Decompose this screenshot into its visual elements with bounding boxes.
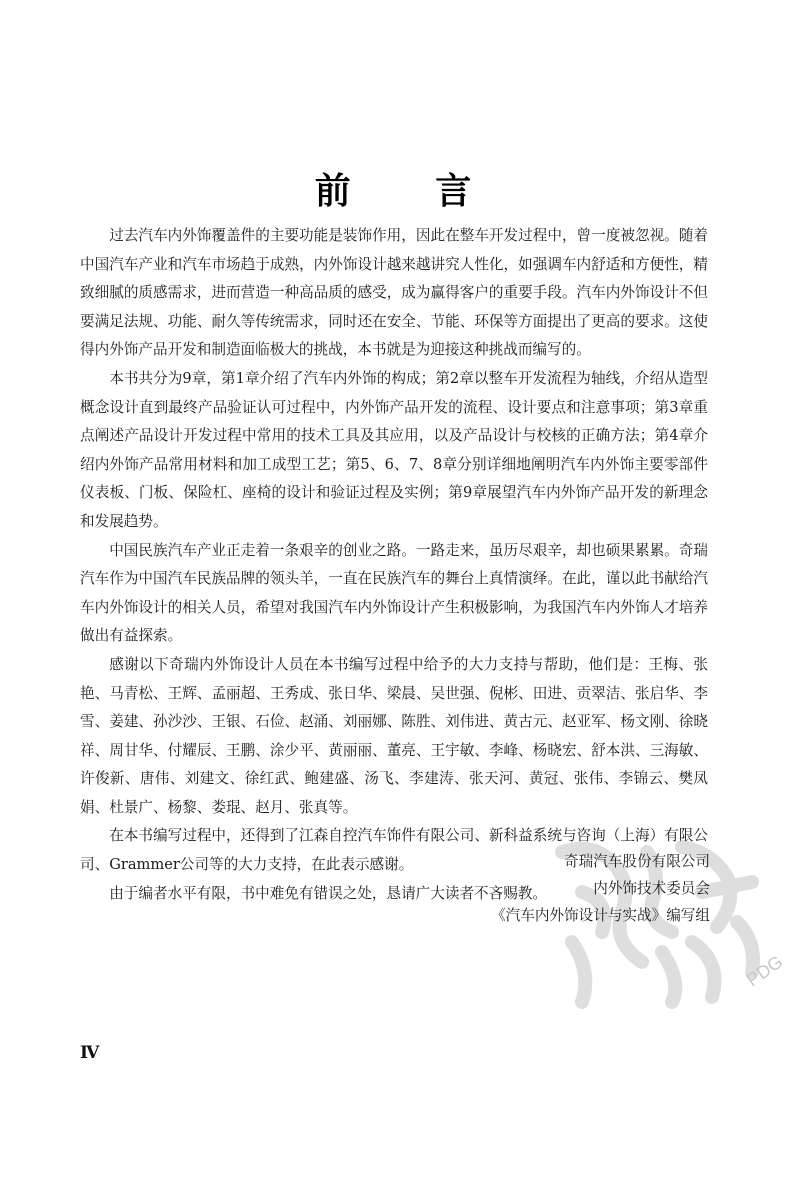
preface-body <box>80 222 708 908</box>
paragraph-6: 由于编者水平有限，书中难免有错误之处，恳请广大读者不吝赐教。 <box>109 884 548 902</box>
paragraph-5: 在本书编写过程中，还得到了江森自控汽车饰件有限公司、新科益系统与咨询（上海）有限公司、Grammer公司等的大力支持，在此表示感谢。 <box>80 827 708 874</box>
watermark-stamp-text: PDG <box>742 951 786 991</box>
signature-block <box>491 848 710 929</box>
signature-line-committee: 内外饰技术委员会 <box>593 880 710 897</box>
paragraph-4: 感谢以下奇瑞内外饰设计人员在本书编写过程中给予的大力支持与帮助，他们是：王梅、张艳、马青松、王辉、孟丽超、王秀成、张日华、梁晨、吴世强、倪彬、田进、贡翠洁、张启华、李雪、姜建、孙沙沙、王银、石俭、赵涌、刘丽娜、陈胜、刘伟进、黄古元、赵亚军、杨文刚、徐晓祥、周甘华、付耀辰、王鹏、涂少平、黄丽丽、董亮、王宇敏、李峰、杨晓宏、舒本洪、三海敏、许俊新、唐伟、刘建文、徐红武、鲍建盛、汤飞、李建涛、张天河、黄冠、张伟、李锦云、樊凤娟、杜景广、杨黎、娄琨、赵月、张真等。 <box>80 655 708 816</box>
page-title: 前 言 <box>314 171 508 213</box>
paragraph-2: 本书共分为9章，第1章介绍了汽车内外饰的构成；第2章以整车开发流程为轴线，介绍从造型概念设计直到最终产品验证认可过程中，内外饰产品开发的流程、设计要点和注意事项；第3章重点阐述产品设计开发过程中常用的技术工具及其应用，以及产品设计与校核的正确方法；第4章介绍内外饰产品常用材料和加工成型工艺；第5、6、7、8章分别详细地阐明汽车内外饰主要零部件仪表板、门板、保险杠、座椅的设计和验证过程及实例；第9章展望汽车内外饰产品开发的新理念和发展趋势。 <box>80 369 708 530</box>
signature-line-company: 奇瑞汽车股份有限公司 <box>564 853 710 870</box>
paragraph-3: 中国民族汽车产业正走着一条艰辛的创业之路。一路走来，虽历尽艰辛，却也硕果累累。奇瑞汽车作为中国汽车民族品牌的领头羊，一直在民族汽车的舞台上真情演绎。在此，谨以此书献给汽车内外饰设计的相关人员，希望对我国汽车内外饰设计产生积极影响，为我国汽车内外饰人才培养做出有益探索。 <box>80 541 708 645</box>
page-number: Ⅳ <box>80 1043 100 1062</box>
paragraph-1: 过去汽车内外饰覆盖件的主要功能是装饰作用，因此在整车开发过程中，曾一度被忽视。随着中国汽车产业和汽车市场趋于成熟，内外饰设计越来越讲究人性化，如强调车内舒适和方便性，精致细腻的质感需求，进而营造一种高品质的感受，成为赢得客户的重要手段。汽车内外饰设计不但要满足法规、功能、耐久等传统需求，同时还在安全、节能、环保等方面提出了更高的要求。这使得内外饰产品开发和制造面临极大的挑战，本书就是为迎接这种挑战而编写的。 <box>80 227 708 359</box>
signature-line-editors: 《汽车内外饰设计与实战》编写组 <box>491 907 710 924</box>
